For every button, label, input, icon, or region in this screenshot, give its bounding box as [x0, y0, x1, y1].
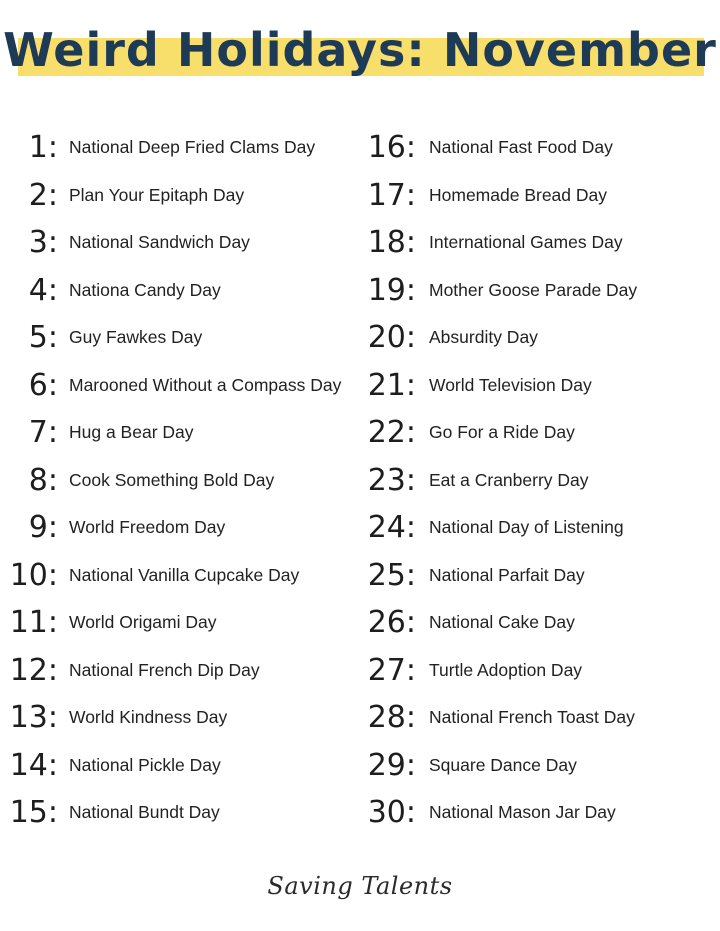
holiday-row [362, 314, 720, 362]
holiday-name: Mother Goose Parade Day [429, 279, 638, 300]
holiday-name: Cook Something Bold Day [69, 469, 275, 490]
day-number: 27: [367, 652, 416, 688]
holiday-row [0, 172, 366, 220]
holiday-row [362, 267, 720, 315]
holiday-row [362, 124, 720, 172]
day-number: 4: [28, 272, 58, 308]
holiday-list-left [0, 124, 366, 837]
holiday-name: Absurdity Day [429, 327, 538, 347]
holiday-row [362, 742, 720, 790]
holiday-row [362, 552, 720, 600]
title-banner [0, 0, 720, 100]
holiday-row [0, 267, 366, 315]
day-number: 26: [367, 605, 416, 640]
day-number: 8: [28, 462, 58, 498]
day-number: 13: [9, 700, 58, 735]
day-number: 7: [28, 415, 58, 450]
holiday-name: World Origami Day [69, 612, 217, 632]
holiday-row [362, 457, 720, 505]
holiday-row [362, 647, 720, 695]
holiday-name: Go For a Ride Day [429, 422, 575, 442]
holiday-row [362, 599, 720, 647]
holiday-name: Eat a Cranberry Day [429, 469, 589, 490]
holiday-name: National French Dip Day [69, 659, 260, 680]
day-number: 21: [367, 367, 416, 403]
day-number: 6: [28, 367, 58, 403]
day-number: 2: [28, 177, 58, 213]
holiday-row [0, 552, 366, 600]
holiday-name: Nationa Candy Day [69, 279, 221, 300]
holiday-row [362, 172, 720, 220]
holiday-name: National Fast Food Day [429, 137, 613, 157]
holiday-name: World Kindness Day [69, 707, 228, 727]
holiday-name: Guy Fawkes Day [69, 327, 203, 347]
day-number: 18: [367, 225, 416, 260]
holiday-name: National Parfait Day [429, 564, 585, 585]
holiday-row [0, 124, 366, 172]
day-number: 24: [367, 510, 416, 545]
day-number: 30: [367, 795, 416, 830]
holiday-row [0, 219, 366, 267]
day-number: 28: [367, 700, 416, 735]
holiday-row [0, 504, 366, 552]
holiday-row [362, 694, 720, 742]
holiday-row [0, 694, 366, 742]
holiday-row [362, 504, 720, 552]
holiday-row [362, 409, 720, 457]
holiday-name: International Games Day [429, 232, 623, 252]
holiday-name: National Deep Fried Clams Day [69, 137, 316, 157]
holiday-name: National Vanilla Cupcake Day [69, 564, 300, 585]
day-number: 19: [367, 272, 416, 308]
day-number: 1: [28, 130, 58, 165]
holiday-name: World Television Day [429, 374, 592, 395]
holiday-name: National Sandwich Day [69, 232, 250, 252]
day-number: 11: [9, 605, 58, 640]
day-number: 15: [9, 795, 58, 830]
day-number: 23: [367, 462, 416, 498]
holiday-row [0, 457, 366, 505]
holiday-row [362, 219, 720, 267]
holiday-name: National Cake Day [429, 612, 575, 632]
holiday-name: World Freedom Day [69, 517, 226, 537]
day-number: 12: [9, 652, 58, 688]
brand-footer: Saving Talents [267, 872, 453, 900]
holiday-row [0, 647, 366, 695]
holiday-row [0, 599, 366, 647]
holiday-list-right [362, 124, 720, 837]
holiday-row [0, 409, 366, 457]
holiday-name: National Bundt Day [69, 802, 220, 822]
holiday-name: Turtle Adoption Day [429, 659, 583, 680]
day-number: 3: [28, 225, 58, 260]
holiday-row [0, 742, 366, 790]
holiday-row [0, 314, 366, 362]
holiday-name: Hug a Bear Day [69, 422, 194, 442]
day-number: 14: [9, 747, 58, 783]
day-number: 25: [367, 557, 416, 593]
day-number: 29: [367, 747, 416, 783]
holiday-row [362, 789, 720, 837]
holiday-name: National Day of Listening [429, 517, 624, 537]
holiday-name: National Pickle Day [69, 754, 221, 775]
holiday-name: National French Toast Day [429, 707, 635, 727]
holiday-row [0, 362, 366, 410]
day-number: 22: [367, 415, 416, 450]
holiday-name: National Mason Jar Day [429, 802, 616, 822]
holiday-row [362, 362, 720, 410]
holiday-row [0, 789, 366, 837]
day-number: 16: [367, 130, 416, 165]
day-number: 9: [28, 510, 58, 545]
holiday-name: Plan Your Epitaph Day [69, 184, 245, 205]
holiday-name: Square Dance Day [429, 754, 577, 775]
day-number: 10: [9, 557, 58, 593]
day-number: 20: [367, 320, 416, 355]
page-title: Weird Holidays: November [3, 23, 717, 77]
holiday-name: Homemade Bread Day [429, 184, 607, 205]
holiday-name: Marooned Without a Compass Day [69, 374, 342, 395]
day-number: 17: [367, 177, 416, 213]
day-number: 5: [28, 320, 58, 355]
